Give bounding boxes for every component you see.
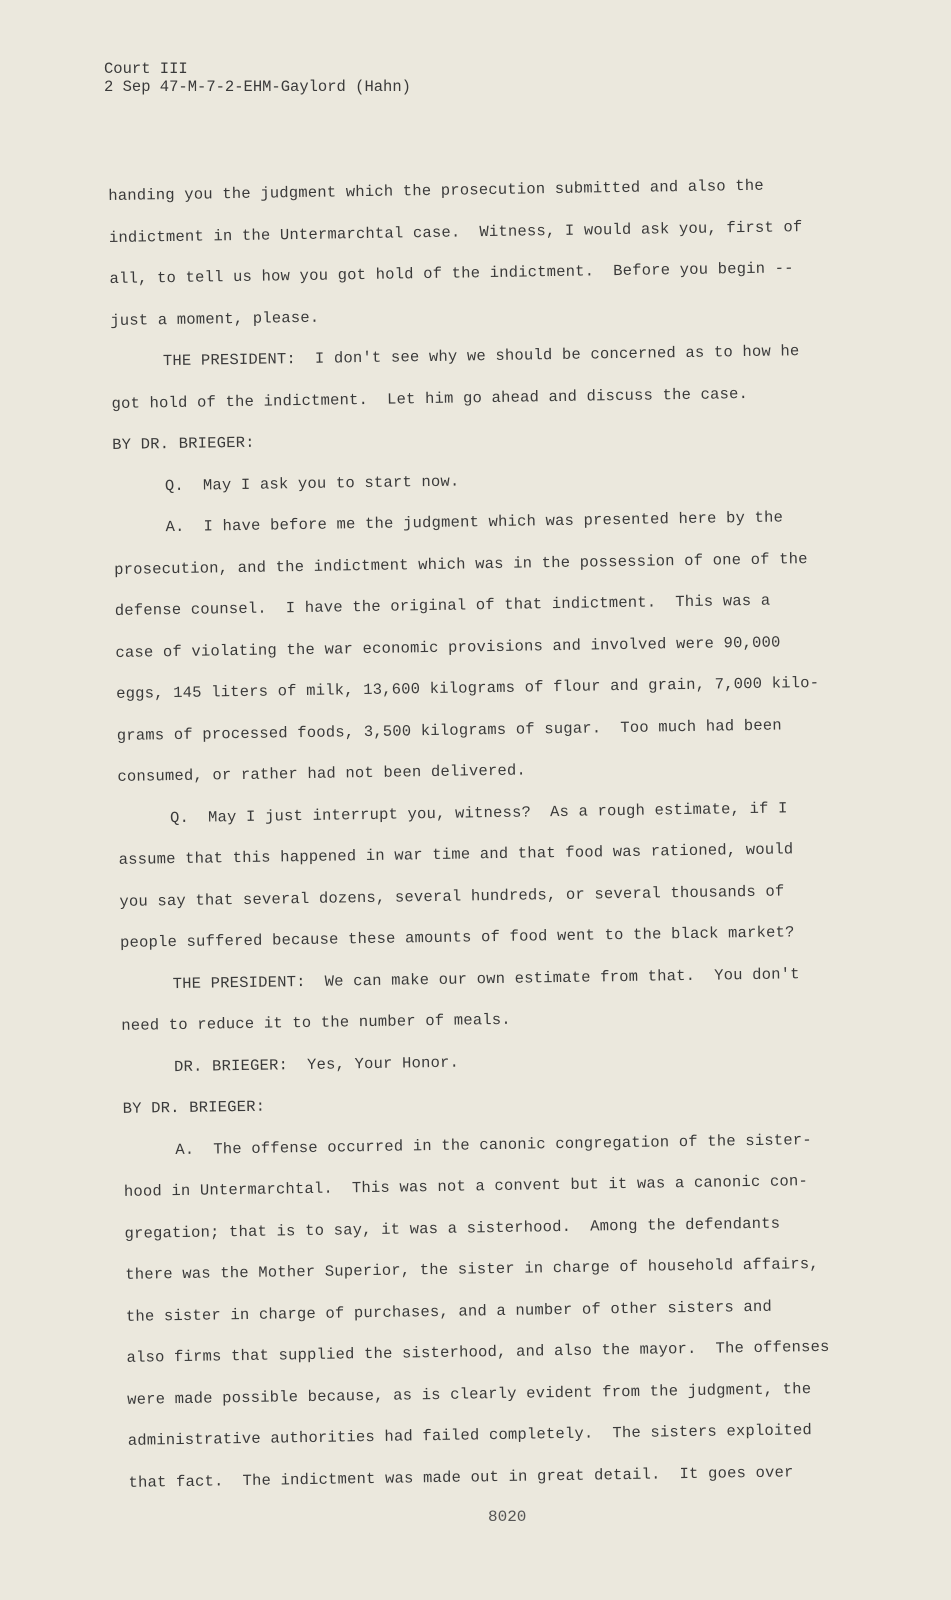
transcript-body: [108, 164, 889, 1504]
session-reference: 2 Sep 47-M-7-2-EHM-Gaylord (Hahn): [104, 78, 411, 96]
transcript-line: consumed, or rather had not been delivered.: [117, 761, 527, 786]
transcript-line: got hold of the indictment. Let him go ahead and discuss the case.: [111, 384, 749, 413]
transcript-line: defense counsel. I have the original of that indictment. This was a: [114, 591, 771, 620]
court-label: Court III: [104, 60, 188, 78]
transcript-line: gregation; that is to say, it was a sisterhood. Among the defendants: [124, 1214, 781, 1243]
transcript-line: Q. May I just interrupt you, witness? As a rough estimate, if I: [169, 798, 788, 827]
transcript-line: assume that this happened in war time and that food was rationed, would: [118, 840, 794, 869]
transcript-line: just a moment, please.: [110, 308, 320, 330]
transcript-line: BY DR. BRIEGER:: [122, 1097, 266, 1118]
transcript-line: administrative authorities had failed completely. The sisters exploited: [127, 1421, 813, 1450]
transcript-line: were made possible because, as is clearly evident from the judgment, the: [127, 1379, 812, 1409]
transcript-line: THE PRESIDENT: We can make our own estimate from that. You don't: [172, 964, 800, 993]
transcript-line: need to reduce it to the number of meals.: [121, 1010, 512, 1035]
page-number: 8020: [488, 1508, 527, 1526]
transcript-line: Q. May I ask you to start now.: [164, 472, 460, 495]
transcript-line: that fact. The indictment was made out in great detail. It goes over: [128, 1462, 794, 1492]
transcript-line: THE PRESIDENT: I don't see why we should be concerned as to how he: [162, 342, 800, 371]
transcript-line: case of violating the war economic provisions and involved were 90,000: [115, 632, 781, 662]
document-header: [104, 60, 411, 96]
transcript-line: also firms that supplied the sisterhood, and also the mayor. The offenses: [126, 1337, 830, 1367]
transcript-line: eggs, 145 liters of milk, 13,600 kilograms of flour and grain, 7,000 kilo-: [115, 673, 820, 703]
transcript-line: grams of processed foods, 3,500 kilograms of sugar. Too much had been: [116, 715, 782, 745]
transcript-line: BY DR. BRIEGER:: [112, 433, 255, 454]
transcript-line: hood in Untermarchtal. This was not a convent but it was a canonic con-: [123, 1172, 809, 1201]
transcript-line: there was the Mother Superior, the sister in charge of household affairs,: [125, 1254, 819, 1284]
transcript-line: A. I have before me the judgment which was presented here by the: [165, 508, 784, 537]
transcript-line: handing you the judgment which the prosecution submitted and also the: [108, 176, 764, 205]
transcript-line: people suffered because these amounts of food went to the black market?: [119, 923, 795, 952]
transcript-line: A. The offense occurred in the canonic congregation of the sister-: [175, 1130, 812, 1159]
transcript-line: prosecution, and the indictment which was in the possession of one of the: [114, 549, 808, 579]
transcript-line: the sister in charge of purchases, and a number of other sisters and: [125, 1297, 773, 1326]
transcript-line: you say that several dozens, several hundreds, or several thousands of: [119, 881, 785, 911]
transcript-line: DR. BRIEGER: Yes, Your Honor.: [173, 1053, 460, 1076]
transcript-line: all, to tell us how you got hold of the indictment. Before you begin --: [109, 259, 794, 288]
transcript-line: indictment in the Untermarchtal case. Witness, I would ask you, first of: [108, 217, 803, 247]
